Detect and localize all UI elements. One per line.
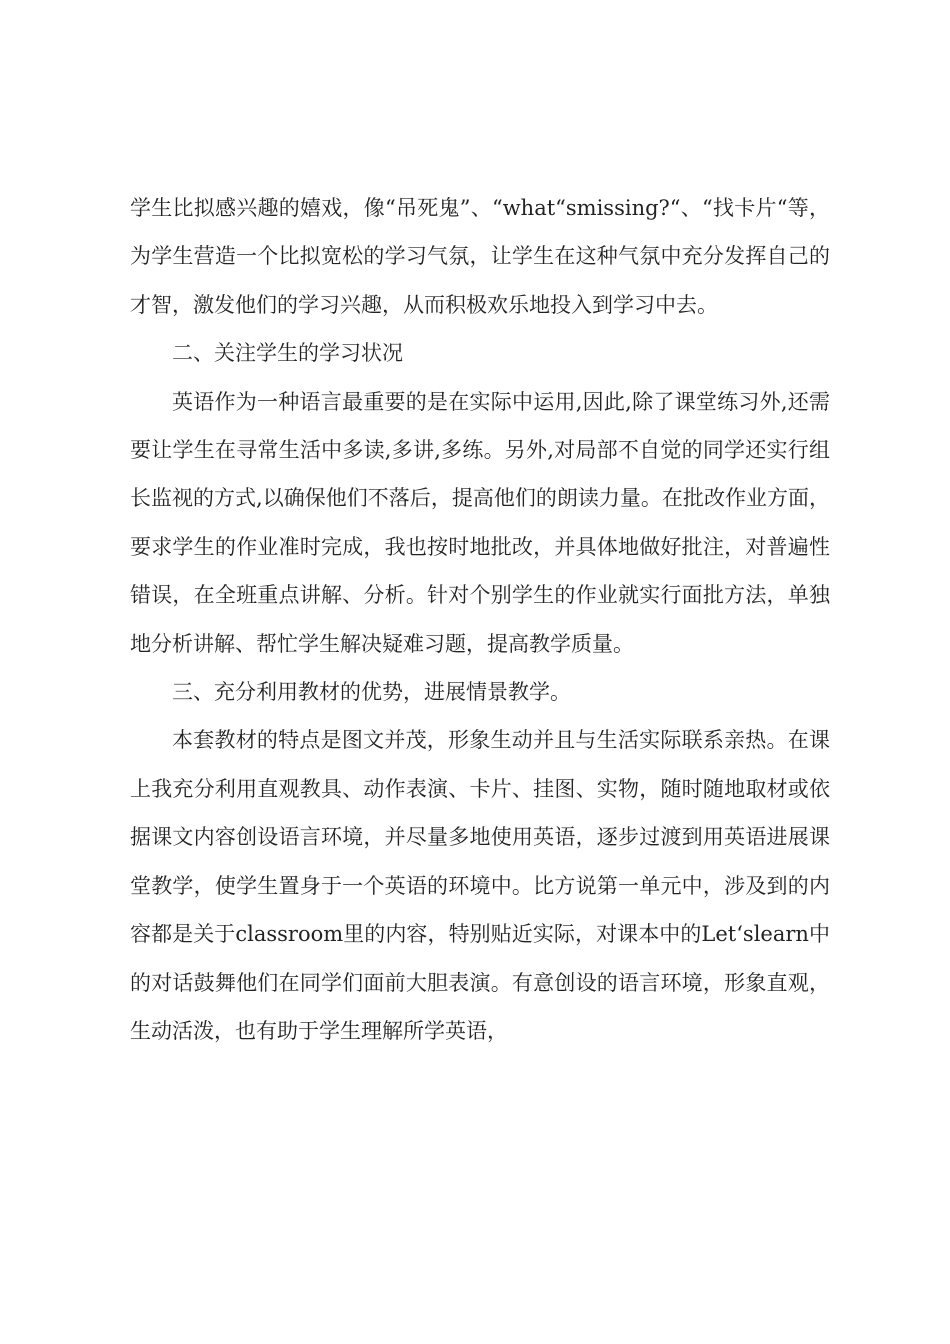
body-paragraph-2: 英语作为一种语言最重要的是在实际中运用,因此,除了课堂练习外,还需要让学生在寻常生活中多读,多讲,多练。另外,对局部不自觉的同学还实行组长监视的方式,以确保他们不落后，提高他们的朗读力量。在批改作业方面，要求学生的作业准时完成，我也按时地批改，并具体地做好批注，对普遍性错误，在全班重点讲解、分析。针对个别学生的作业就实行面批方法，单独地分析讲解、帮忙学生解决疑难习题，提高教学质量。 xyxy=(130,389,830,656)
section-heading-3: 三、充分利用教材的优势，进展情景教学。 xyxy=(172,680,571,705)
document-body xyxy=(130,184,830,1055)
section-heading-2: 二、关注学生的学习状况 xyxy=(172,341,403,366)
body-paragraph-1: 学生比拟感兴趣的嬉戏，像“吊死鬼”、“what“smissing?“、“找卡片“等，为学生营造一个比拟宽松的学习气氛，让学生在这种气氛中充分发挥自己的才智，激发他们的学习兴趣，从而积极欢乐地投入到学习中去。 xyxy=(130,196,830,317)
body-paragraph-3: 本套教材的特点是图文并茂，形象生动并且与生活实际联系亲热。在课上我充分利用直观教具、动作表演、卡片、挂图、实物，随时随地取材或依据课文内容创设语言环境，并尽量多地使用英语，逐步过渡到用英语进展课堂教学，使学生置身于一个英语的环境中。比方说第一单元中，涉及到的内容都是关于classroom里的内容，特别贴近实际，对课本中的Let‘slearn中的对话鼓舞他们在同学们面前大胆表演。有意创设的语言环境，形象直观，生动活泼，也有助于学生理解所学英语， xyxy=(130,728,830,1043)
